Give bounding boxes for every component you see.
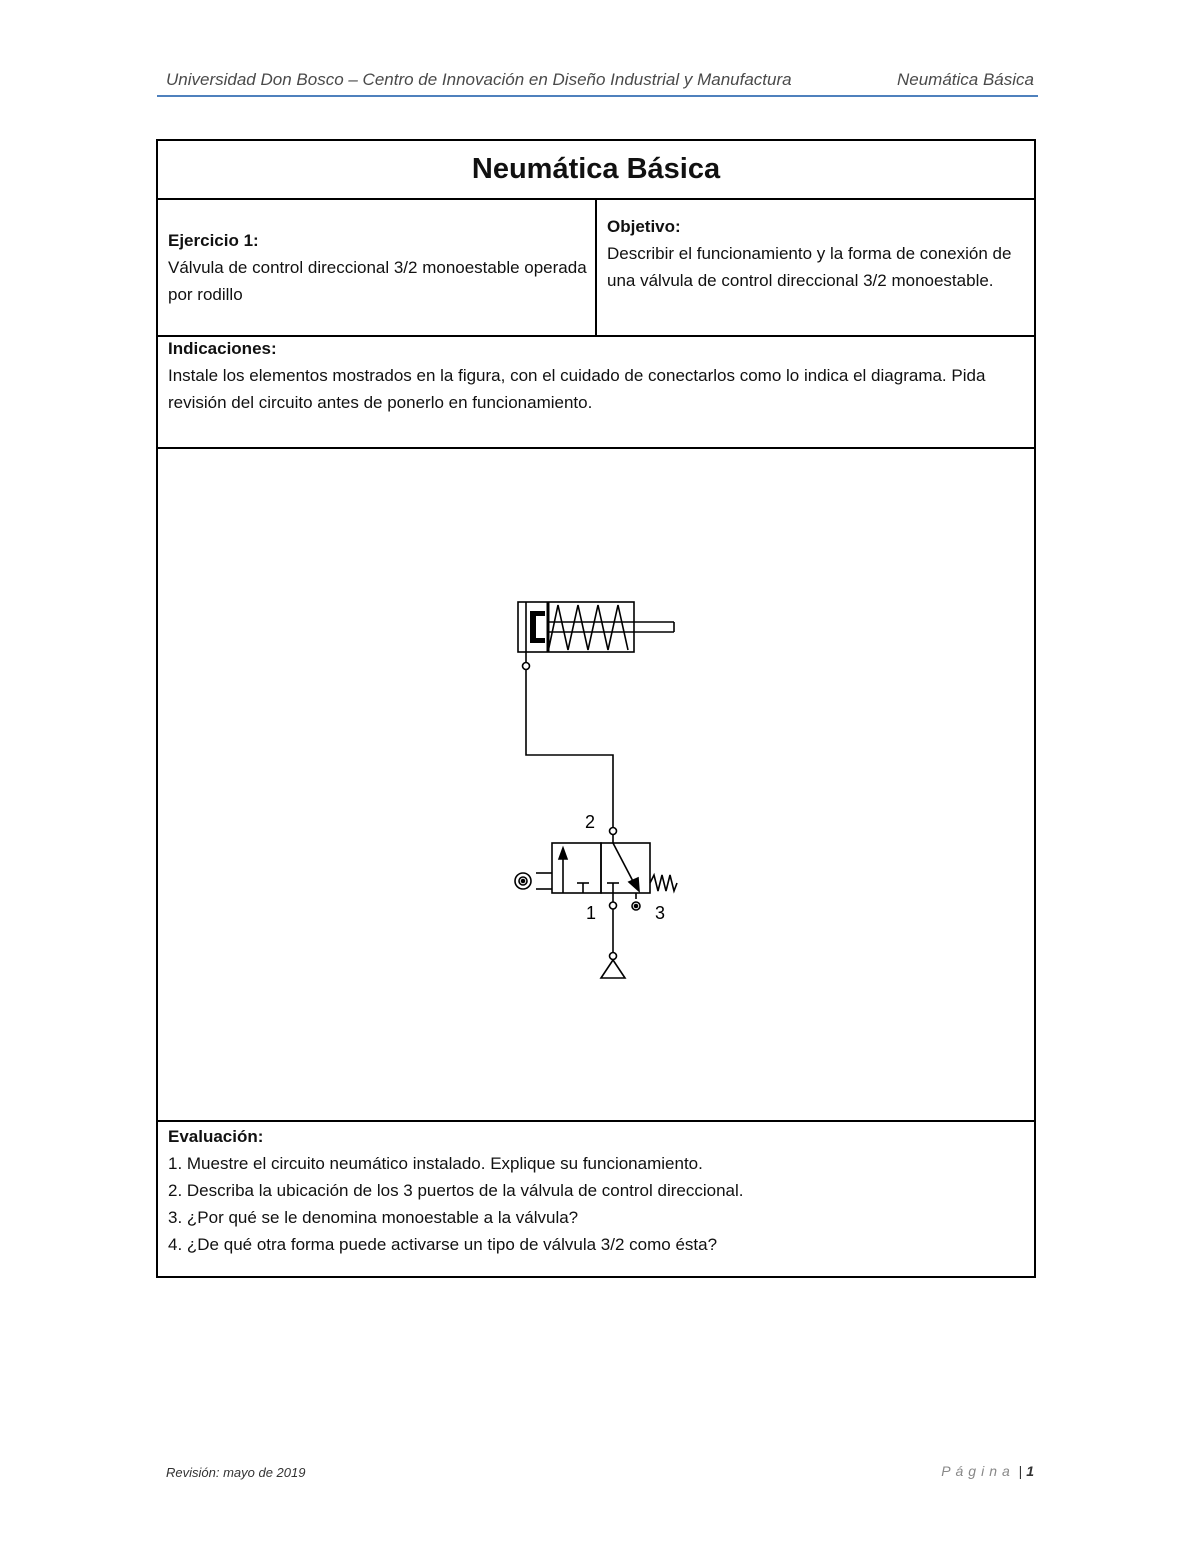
header-rule [157,95,1038,97]
port-label-3: 3 [655,903,666,923]
diagram-row [158,447,1034,1122]
port-label-1: 1 [586,903,597,923]
exercise-sheet [156,139,1036,1278]
sheet-title: Neumática Básica [158,141,1034,200]
footer-page-number: 1 [1026,1463,1034,1479]
pneumatic-circuit-diagram [158,447,1034,1118]
objective-cell [597,198,1034,335]
instructions-text: Instale los elementos mostrados en la figura, con el cuidado de conectarlos como lo indica el diagrama. Pida revisión del circuito antes de ponerlo en funcionamiento. [168,366,986,412]
footer-revision: Revisión: mayo de 2019 [166,1465,306,1480]
evaluation-item: 4. ¿De qué otra forma puede activarse un tipo de válvula 3/2 como ésta? [168,1235,718,1254]
instructions-label: Indicaciones: [168,339,277,358]
exercise-label: Ejercicio 1: [168,231,259,250]
pressure-line-2 [526,670,613,828]
exercise-objective-row [158,198,1034,337]
exercise-cell [158,198,597,335]
header-institution: Universidad Don Bosco – Centro de Innovación en Diseño Industrial y Manufactura [166,70,792,89]
evaluation-row [158,1120,1034,1278]
footer-page-word: Página [941,1463,1015,1479]
evaluation-label: Evaluación: [168,1127,264,1146]
evaluation-item: 1. Muestre el circuito neumático instalado. Explique su funcionamiento. [168,1154,703,1173]
objective-label: Objetivo: [607,217,681,236]
objective-text: Describir el funcionamiento y la forma de conexión de una válvula de control direccional 3/2 monoestable. [607,244,1012,290]
footer-page-separator: | [1018,1463,1023,1479]
port-label-2: 2 [585,812,596,832]
valve-3-2-roller [515,828,677,911]
footer-page [941,1463,1034,1479]
single-acting-cylinder [518,602,674,670]
instructions-row [158,335,1034,449]
evaluation-item: 3. ¿Por qué se le denomina monoestable a la válvula? [168,1208,579,1227]
header-course: Neumática Básica [896,70,1034,89]
exercise-text: Válvula de control direccional 3/2 monoestable operada por rodillo [168,258,587,304]
pressure-source [601,953,625,979]
evaluation-item: 2. Describa la ubicación de los 3 puertos de la válvula de control direccional. [168,1181,744,1200]
